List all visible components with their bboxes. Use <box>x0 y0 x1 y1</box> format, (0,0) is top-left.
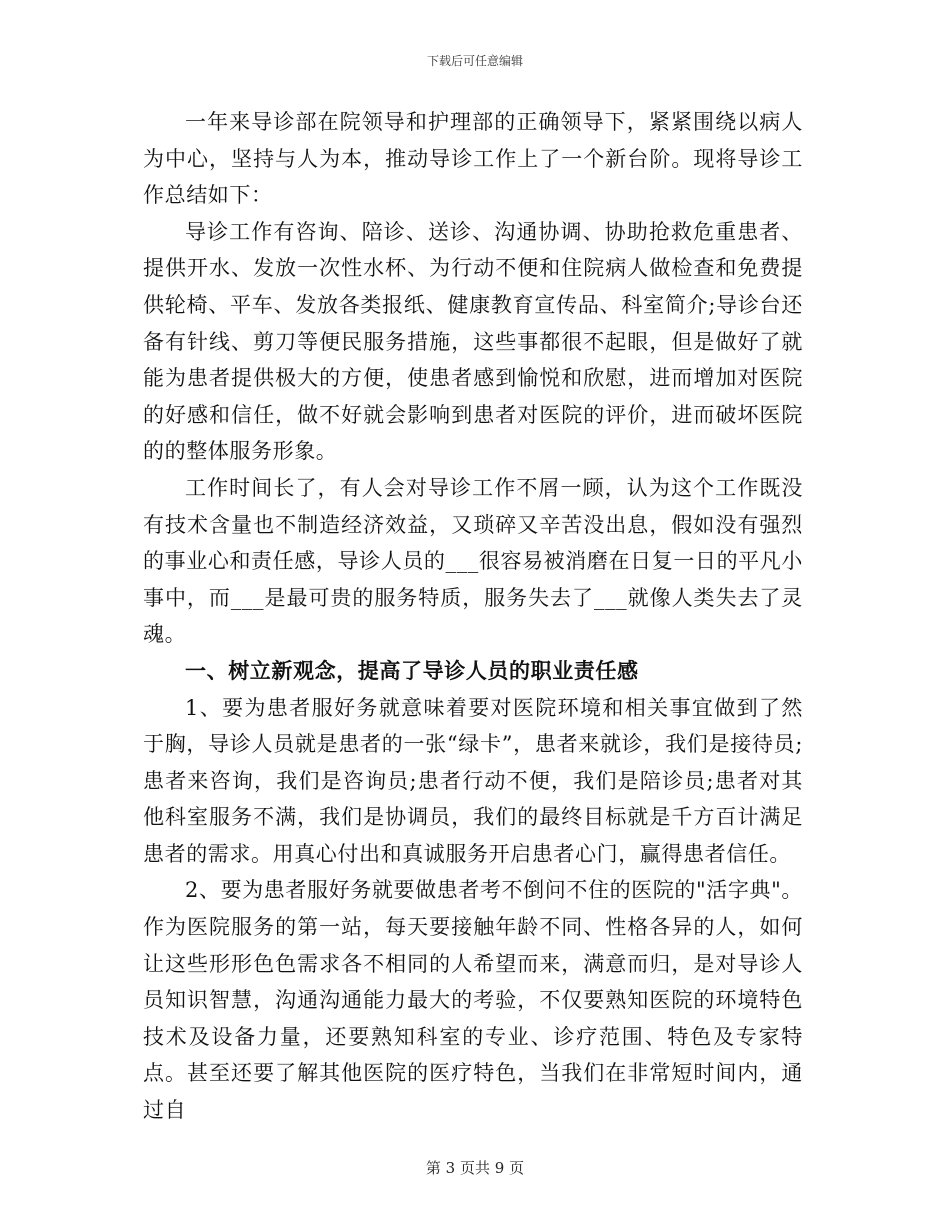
document-body <box>143 104 803 1129</box>
section-heading: 一、树立新观念，提高了导诊人员的职业责任感 <box>185 657 639 683</box>
page-header: 下载后可任意编辑 <box>426 54 523 68</box>
paragraph-point-1: 1、要为患者服好务就意味着要对医院环境和相关事宜做到了然于胸，导诊人员就是患者的一张“绿卡”，患者来就诊，我们是接待员;患者来咨询，我们是咨询员;患者行动不便，我们是陪诊员;患者对其他科室服务不满，我们是协调员，我们的最终目标就是千方百计满足患者的需求。用真心付出和真诚服务开启患者心门，赢得患者信任。 <box>143 695 803 866</box>
paragraph-attitude: 工作时间长了，有人会对导诊工作不屑一顾，认为这个工作既没有技术含量也不制造经济效益，又琐碎又辛苦没出息，假如没有强烈的事业心和责任感，导诊人员的___很容易被消磨在日复一日的平凡小事中，而___是最可贵的服务特质，服务失去了___就像人类失去了灵魂。 <box>143 475 803 647</box>
paragraph-intro: 一年来导诊部在院领导和护理部的正确领导下，紧紧围绕以病人为中心，坚持与人为本，推动导诊工作上了一个新台阶。现将导诊工作总结如下： <box>143 110 803 208</box>
paragraph-duties: 导诊工作有咨询、陪诊、送诊、沟通协调、协助抢救危重患者、提供开水、发放一次性水杯、为行动不便和住院病人做检查和免费提供轮椅、平车、发放各类报纸、健康教育宣传品、科室简介;导诊台还备有针线、剪刀等便民服务措施，这些事都很不起眼，但是做好了就能为患者提供极大的方便，使患者感到愉悦和欣慰，进而增加对医院的好感和信任，做不好就会影响到患者对医院的评价，进而破坏医院的的整体服务形象。 <box>143 219 803 464</box>
page-number: 第 3 页共 9 页 <box>425 1159 525 1177</box>
paragraph-point-2: 2、要为患者服好务就要做患者考不倒问不住的医院的"活字典"。作为医院服务的第一站，每天要接触年龄不同、性格各异的人，如何让这些形形色色需求各不相同的人希望而来，满意而归，是对导诊人员知识智慧，沟通沟通能力最大的考验，不仅要熟知医院的环境特色技术及设备力量，还要熟知科室的专业、诊疗范围、特色及专家特点。甚至还要了解其他医院的医疗特色，当我们在非常短时间内，通过自 <box>143 878 803 1123</box>
